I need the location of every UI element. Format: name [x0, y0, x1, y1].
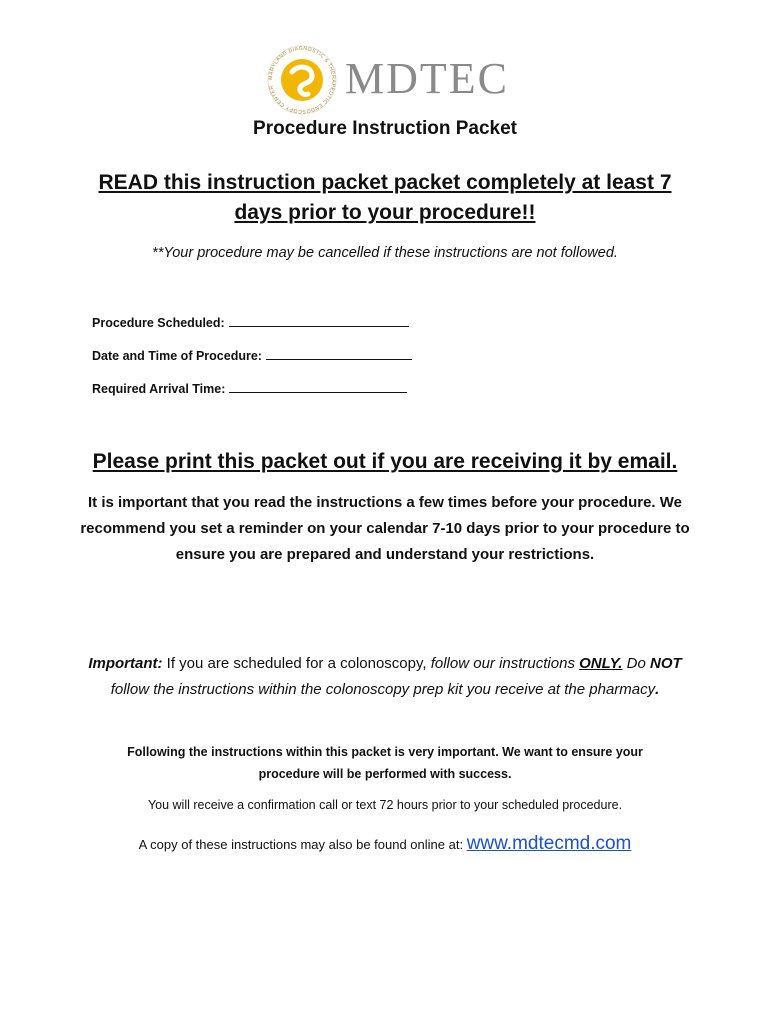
- confirmation-note: You will receive a confirmation call or text 72 hours prior to your scheduled procedure.: [147, 798, 623, 812]
- date-time-label: Date and Time of Procedure:: [92, 349, 262, 363]
- colonoscopy-text-2: follow the instructions within the colonoscopy prep kit you receive at the pharmacy: [110, 681, 656, 698]
- arrival-time-label: Required Arrival Time:: [92, 382, 226, 396]
- cancel-note: **Your procedure may be cancelled if these instructions are not followed.: [152, 245, 618, 261]
- procedure-form: [92, 313, 412, 412]
- colonoscopy-text-1: If you are scheduled for a colonoscopy,: [162, 655, 431, 672]
- procedure-scheduled-row: [92, 313, 412, 346]
- date-time-row: [92, 346, 412, 379]
- logo-ring-text: MARYLAND DIAGNOSTIC & THERAPEUTIC ENDOSCOPY CENTER: [267, 45, 337, 115]
- colonoscopy-period: .: [655, 681, 660, 698]
- arrival-time-blank: [229, 380, 407, 393]
- procedure-scheduled-label: Procedure Scheduled:: [92, 316, 225, 330]
- print-heading: Please print this packet out if you are receiving it by email.: [92, 450, 678, 473]
- colonoscopy-paragraph: [80, 651, 690, 703]
- website-link[interactable]: www.mdtecmd.com: [466, 833, 632, 854]
- copy-note-text: A copy of these instructions may also be found online at:: [138, 837, 467, 852]
- mdtec-logo: [262, 44, 522, 114]
- procedure-scheduled-blank: [229, 314, 409, 327]
- important-paragraph: It is important that you read the instructions a few times before your procedure. We recommend you set a reminder on your calendar 7-10 days prior to your procedure to ensure you are prepared and understand your restrictions.: [80, 494, 690, 563]
- do-text: Do: [626, 655, 650, 672]
- logo-name: MDTEC: [345, 54, 509, 103]
- only-text: ONLY.: [579, 655, 623, 672]
- logo-emblem-icon: [262, 44, 342, 116]
- page-title: Procedure Instruction Packet: [253, 118, 517, 139]
- important-label: Important:: [88, 655, 163, 672]
- date-time-blank: [266, 347, 412, 360]
- arrival-time-row: [92, 379, 412, 412]
- not-text: NOT: [650, 655, 682, 672]
- follow-ours-text: follow our instructions: [430, 655, 580, 672]
- following-paragraph: Following the instructions within this packet is very important. We want to ensure your procedure will be performed with success.: [127, 745, 643, 781]
- read-heading: READ this instruction packet packet completely at least 7 days prior to your procedure!!: [98, 171, 672, 224]
- copy-note: [0, 833, 770, 855]
